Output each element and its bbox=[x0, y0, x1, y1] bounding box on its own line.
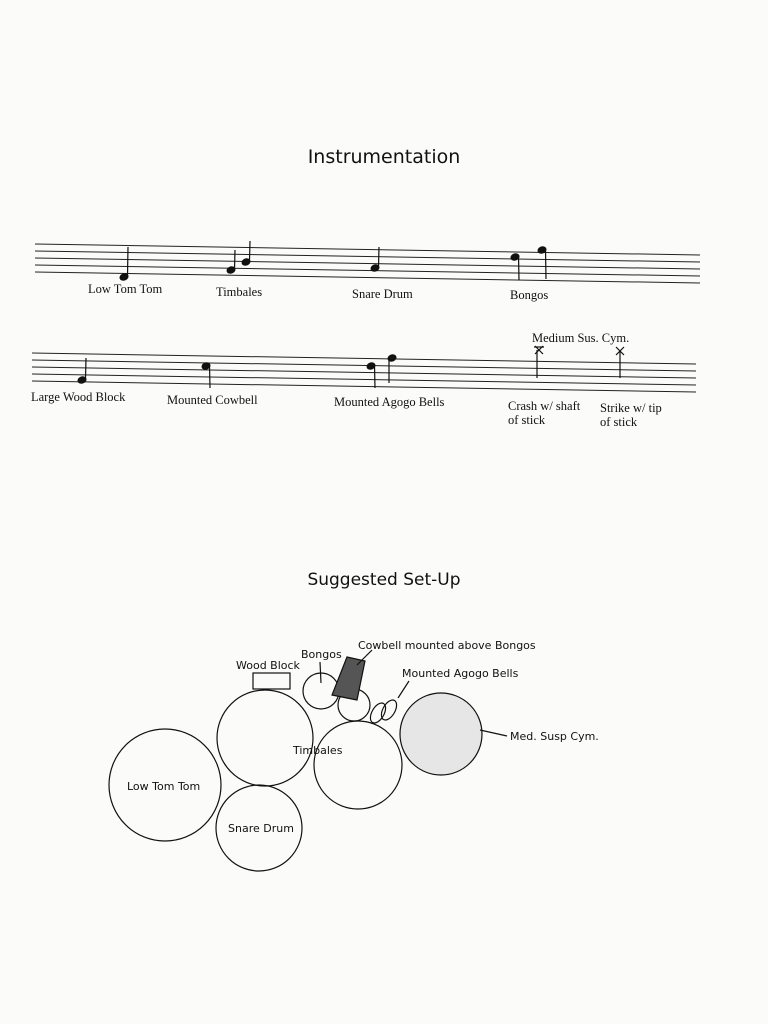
setup-diagram bbox=[109, 650, 507, 871]
label-snare-drum: Snare Drum bbox=[352, 287, 413, 301]
setup-title: Suggested Set-Up bbox=[307, 570, 461, 590]
label-wood-block-setup: Wood Block bbox=[236, 659, 300, 672]
label-mounted-agogo-bells: Mounted Agogo Bells bbox=[334, 395, 445, 409]
agogo-leader bbox=[398, 681, 409, 698]
cymbal-leader bbox=[480, 730, 507, 736]
wood-block-rect bbox=[253, 673, 290, 689]
label-large-wood-block: Large Wood Block bbox=[31, 390, 126, 404]
label-low-tom-tom: Low Tom Tom bbox=[88, 282, 163, 296]
label-bongos: Bongos bbox=[510, 288, 549, 302]
label-cymbal-setup: Med. Susp Cym. bbox=[510, 730, 599, 743]
cowbell-shape bbox=[332, 657, 365, 700]
timbale-right-circle bbox=[314, 721, 402, 809]
label-crash-line2: of stick bbox=[508, 413, 546, 427]
label-bongos-setup: Bongos bbox=[301, 648, 342, 661]
staff-2-notes bbox=[77, 346, 624, 388]
label-low-tom-setup: Low Tom Tom bbox=[127, 780, 201, 793]
staff-1 bbox=[35, 244, 700, 283]
label-medium-sus-cym: Medium Sus. Cym. bbox=[532, 331, 630, 345]
label-crash-line1: Crash w/ shaft bbox=[508, 399, 581, 413]
cymbal-circle bbox=[400, 693, 482, 775]
label-strike-line2: of stick bbox=[600, 415, 638, 429]
label-agogo-setup: Mounted Agogo Bells bbox=[402, 667, 519, 680]
label-snare-setup: Snare Drum bbox=[228, 822, 294, 835]
label-timbales: Timbales bbox=[216, 285, 263, 299]
label-timbales-setup: Timbales bbox=[293, 744, 343, 757]
instrumentation-title: Instrumentation bbox=[307, 146, 461, 168]
note-cymbal-crash bbox=[534, 346, 544, 378]
label-mounted-cowbell: Mounted Cowbell bbox=[167, 393, 258, 407]
staff-2 bbox=[32, 353, 696, 392]
timbale-left-circle bbox=[217, 690, 313, 786]
label-strike-line1: Strike w/ tip bbox=[600, 401, 662, 415]
label-cowbell-mounted: Cowbell mounted above Bongos bbox=[358, 639, 536, 652]
staff-1-notes bbox=[119, 241, 547, 281]
bongos-leader bbox=[320, 662, 321, 683]
